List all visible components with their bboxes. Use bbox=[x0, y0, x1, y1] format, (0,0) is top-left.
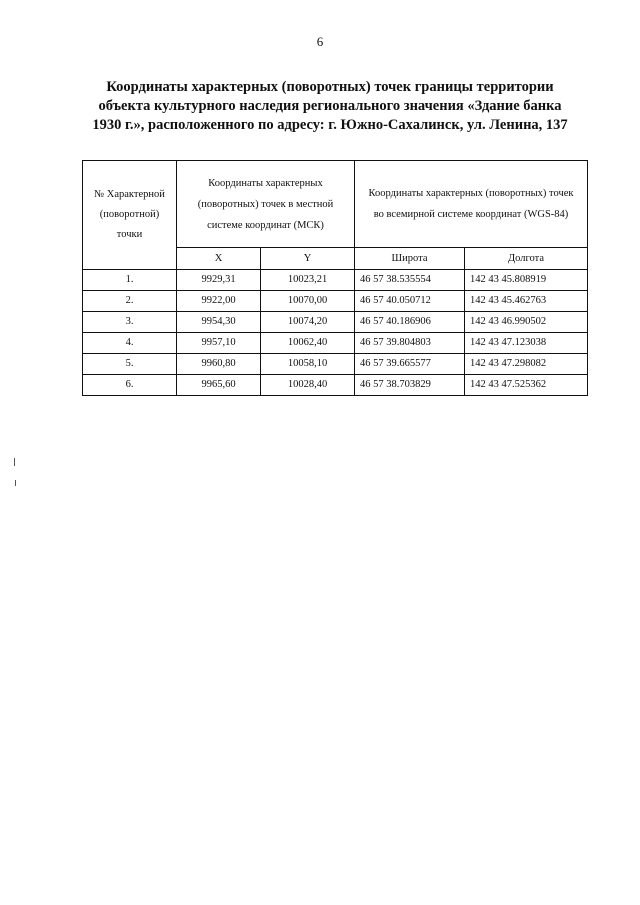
table-row bbox=[83, 270, 588, 291]
latitude-value: 46 57 39.804803 bbox=[355, 333, 465, 354]
y-value: 10058,10 bbox=[261, 354, 355, 375]
header-wgs-group: Координаты характерных (поворотных) точек во всемирной системе координат (WGS-84) bbox=[355, 161, 588, 248]
latitude-value: 46 57 40.050712 bbox=[355, 291, 465, 312]
latitude-value: 46 57 38.535554 bbox=[355, 270, 465, 291]
y-value: 10028,40 bbox=[261, 375, 355, 396]
x-value: 9957,10 bbox=[177, 333, 261, 354]
table-row bbox=[83, 354, 588, 375]
longitude-value: 142 43 47.525362 bbox=[465, 375, 588, 396]
x-value: 9965,60 bbox=[177, 375, 261, 396]
x-value: 9929,31 bbox=[177, 270, 261, 291]
table-row bbox=[83, 375, 588, 396]
x-value: 9954,30 bbox=[177, 312, 261, 333]
point-number: 6. bbox=[83, 375, 177, 396]
document-title bbox=[70, 78, 590, 135]
title-line-2: объекта культурного наследия регионального значения «Здание банка bbox=[98, 98, 562, 114]
scan-mark bbox=[14, 458, 15, 466]
header-x: X bbox=[177, 248, 261, 270]
table-row bbox=[83, 312, 588, 333]
longitude-value: 142 43 47.123038 bbox=[465, 333, 588, 354]
y-value: 10070,00 bbox=[261, 291, 355, 312]
point-number: 2. bbox=[83, 291, 177, 312]
scan-mark bbox=[15, 480, 16, 486]
x-value: 9960,80 bbox=[177, 354, 261, 375]
point-number: 5. bbox=[83, 354, 177, 375]
header-longitude: Долгота bbox=[465, 248, 588, 270]
header-y: Y bbox=[261, 248, 355, 270]
point-number: 3. bbox=[83, 312, 177, 333]
table-row bbox=[83, 291, 588, 312]
longitude-value: 142 43 47.298082 bbox=[465, 354, 588, 375]
header-latitude: Широта bbox=[355, 248, 465, 270]
point-number: 1. bbox=[83, 270, 177, 291]
header-msk-group: Координаты характерных (поворотных) точек в местной системе координат (МСК) bbox=[177, 161, 355, 248]
y-value: 10074,20 bbox=[261, 312, 355, 333]
latitude-value: 46 57 40.186906 bbox=[355, 312, 465, 333]
header-point-number: № Характерной (поворотной) точки bbox=[83, 161, 177, 270]
x-value: 9922,00 bbox=[177, 291, 261, 312]
page-number: 6 bbox=[316, 34, 324, 49]
title-line-3: 1930 г.», расположенного по адресу: г. Южно-Сахалинск, ул. Ленина, 137 bbox=[92, 117, 568, 133]
coordinates-table bbox=[82, 160, 588, 396]
table-row bbox=[83, 333, 588, 354]
point-number: 4. bbox=[83, 333, 177, 354]
longitude-value: 142 43 46.990502 bbox=[465, 312, 588, 333]
y-value: 10023,21 bbox=[261, 270, 355, 291]
longitude-value: 142 43 45.808919 bbox=[465, 270, 588, 291]
longitude-value: 142 43 45.462763 bbox=[465, 291, 588, 312]
latitude-value: 46 57 39.665577 bbox=[355, 354, 465, 375]
title-line-1: Координаты характерных (поворотных) точек границы территории bbox=[106, 79, 554, 95]
latitude-value: 46 57 38.703829 bbox=[355, 375, 465, 396]
y-value: 10062,40 bbox=[261, 333, 355, 354]
